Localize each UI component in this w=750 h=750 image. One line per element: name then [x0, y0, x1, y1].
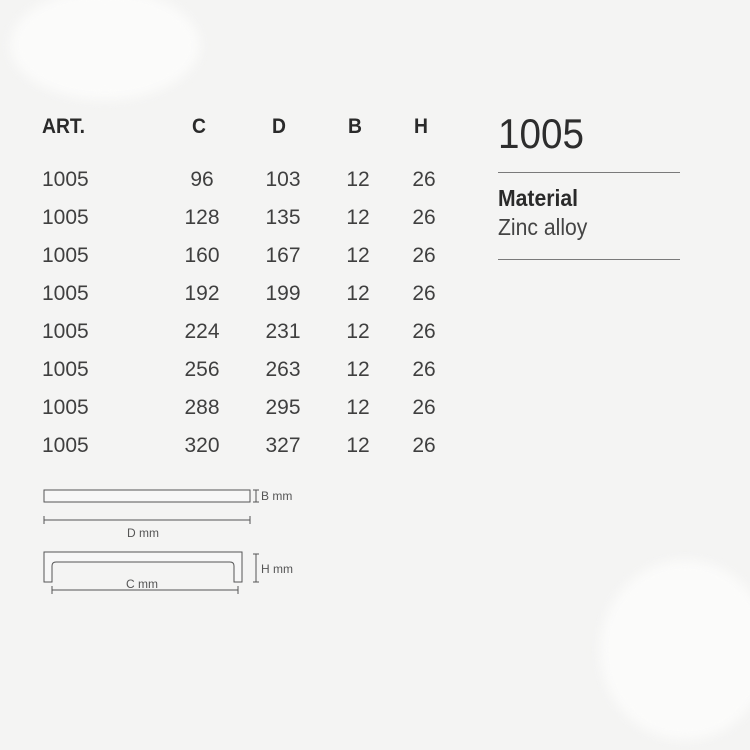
d-cell: 295 [265, 396, 301, 419]
c-cell: 288 [184, 396, 220, 419]
h-cell: 26 [412, 434, 436, 457]
b-dimension-label: B mm [261, 489, 293, 503]
d-cell: 327 [265, 434, 301, 457]
model-number: 1005 [498, 110, 584, 157]
material-label: Material [498, 185, 578, 211]
b-cell: 12 [346, 206, 370, 229]
c-cell: 320 [184, 434, 220, 457]
c-cell: 256 [184, 358, 220, 381]
background-highlight [600, 560, 750, 740]
d-cell: 199 [265, 282, 301, 305]
c-cell: 128 [184, 206, 220, 229]
b-cell: 12 [346, 282, 370, 305]
h-cell: 26 [412, 282, 436, 305]
divider [498, 259, 680, 260]
art-cell: 1005 [42, 206, 89, 229]
art-cell: 1005 [42, 244, 89, 267]
d-dimension-label: D mm [127, 526, 159, 540]
h-cell: 26 [412, 168, 436, 191]
c-cell: 96 [190, 168, 214, 191]
h-cell: 26 [412, 396, 436, 419]
c-dimension-label: C mm [126, 577, 158, 591]
c-cell: 224 [184, 320, 220, 343]
art-cell: 1005 [42, 358, 89, 381]
art-cell: 1005 [42, 434, 89, 457]
b-cell: 12 [346, 434, 370, 457]
art-cell: 1005 [42, 396, 89, 419]
h-cell: 26 [412, 320, 436, 343]
d-cell: 103 [265, 168, 301, 191]
h-dimension-label: H mm [261, 562, 293, 576]
art-cell: 1005 [42, 282, 89, 305]
divider [498, 172, 680, 173]
header-d: D [272, 115, 286, 138]
d-cell: 231 [265, 320, 301, 343]
h-cell: 26 [412, 244, 436, 267]
header-art: ART. [42, 115, 85, 138]
b-cell: 12 [346, 358, 370, 381]
h-cell: 26 [412, 358, 436, 381]
b-cell: 12 [346, 168, 370, 191]
b-cell: 12 [346, 244, 370, 267]
header-h: H [414, 115, 428, 138]
header-b: B [348, 115, 362, 138]
spec-table [0, 0, 470, 480]
material-value: Zinc alloy [498, 214, 588, 240]
handle-drawing [30, 480, 350, 610]
d-cell: 135 [265, 206, 301, 229]
art-cell: 1005 [42, 168, 89, 191]
handle-top-view [44, 490, 250, 502]
d-cell: 263 [265, 358, 301, 381]
dimension-diagram [30, 480, 350, 610]
art-cell: 1005 [42, 320, 89, 343]
d-cell: 167 [265, 244, 301, 267]
c-cell: 160 [184, 244, 220, 267]
header-c: C [192, 115, 206, 138]
h-cell: 26 [412, 206, 436, 229]
c-cell: 192 [184, 282, 220, 305]
b-cell: 12 [346, 320, 370, 343]
b-cell: 12 [346, 396, 370, 419]
